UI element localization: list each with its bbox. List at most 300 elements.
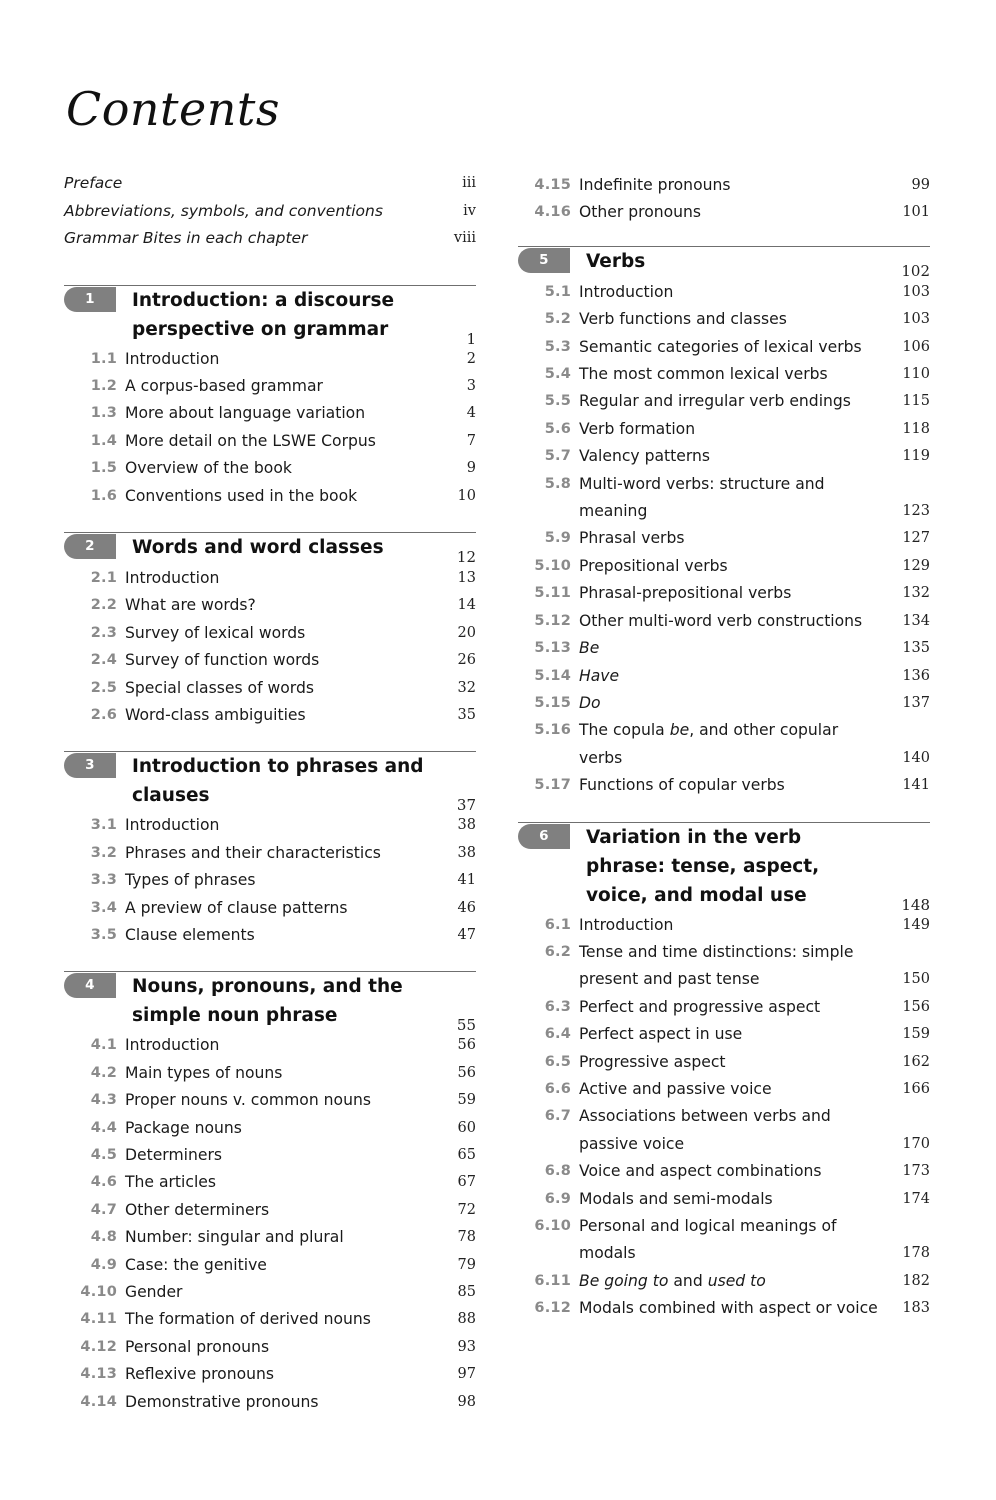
toc-section-row[interactable]	[518, 1213, 930, 1268]
block-spacer	[64, 510, 476, 532]
section-title: Overview of the book	[125, 459, 292, 478]
chapter-page-number: 37	[456, 796, 476, 815]
section-title: Regular and irregular verb endings	[579, 392, 851, 411]
toc-section-row[interactable]	[518, 1021, 930, 1048]
toc-section-row[interactable]	[518, 443, 930, 470]
section-page-number: 134	[902, 612, 930, 629]
front-matter-title: Grammar Bites in each chapter	[64, 229, 308, 247]
section-number: 4.6	[90, 1174, 117, 1191]
section-title: Voice and aspect combinations	[579, 1162, 822, 1181]
chapter-section-list	[518, 912, 930, 1323]
toc-section-row[interactable]	[64, 373, 476, 400]
toc-section-row[interactable]	[64, 483, 476, 510]
section-title: Types of phrases	[125, 871, 256, 890]
toc-section-row[interactable]	[64, 1334, 476, 1361]
section-page-number: 118	[902, 420, 930, 437]
section-page-number: 88	[457, 1311, 476, 1328]
section-title: The formation of derived nouns	[125, 1310, 371, 1329]
section-title: Demonstrative pronouns	[125, 1392, 319, 1411]
toc-section-row[interactable]	[518, 553, 930, 580]
toc-section-row[interactable]	[518, 912, 930, 939]
toc-section-row[interactable]	[64, 1060, 476, 1087]
section-page-number: 129	[902, 557, 930, 574]
section-number: 2.3	[90, 624, 117, 641]
chapter-title	[132, 972, 476, 1035]
toc-section-row[interactable]	[64, 1115, 476, 1142]
chapter-title	[586, 823, 930, 914]
chapter-title-text: Nouns, pronouns, and the simple noun phrase	[132, 976, 403, 1027]
section-title: Proper nouns v. common nouns	[125, 1091, 371, 1110]
toc-section-row[interactable]	[518, 717, 930, 772]
chapter-number-badge: 2	[64, 534, 116, 559]
section-title: Personal pronouns	[125, 1337, 270, 1356]
block-spacer	[518, 800, 930, 822]
section-number: 5.5	[544, 393, 571, 410]
section-page-number: 101	[902, 204, 930, 221]
section-page-number: 56	[457, 1037, 476, 1054]
section-title: Reflexive pronouns	[125, 1365, 275, 1384]
toc-chapter-block	[64, 751, 476, 949]
chapter-title-text: Introduction: a discourse perspective on grammar	[132, 289, 395, 340]
section-page-number: 20	[457, 624, 476, 641]
section-page-number: 46	[457, 899, 476, 916]
section-title: Introduction	[125, 349, 220, 368]
section-page-number: 178	[902, 1245, 930, 1262]
section-number: 4.14	[80, 1393, 117, 1410]
chapter-heading[interactable]	[64, 972, 476, 1035]
section-number: 5.12	[534, 612, 571, 629]
toc-section-row[interactable]	[64, 1306, 476, 1333]
section-title: Progressive aspect	[579, 1052, 726, 1071]
toc-chapter-block	[64, 285, 476, 510]
section-page-number: 72	[457, 1201, 476, 1218]
section-number: 4.11	[80, 1311, 117, 1328]
toc-section-row[interactable]	[64, 1032, 476, 1059]
section-title: More about language variation	[125, 404, 366, 423]
section-number: 2.2	[90, 597, 117, 614]
section-number: 4.8	[90, 1229, 117, 1246]
column-right	[518, 170, 930, 1323]
section-title: Survey of function words	[125, 651, 320, 670]
section-number: 3.4	[90, 899, 117, 916]
section-page-number: 140	[902, 749, 930, 766]
section-number: 5.8	[544, 475, 571, 492]
section-number: 4.7	[90, 1201, 117, 1218]
section-page-number: 135	[902, 640, 930, 657]
toc-section-row[interactable]	[518, 994, 930, 1021]
toc-section-row[interactable]	[64, 840, 476, 867]
section-page-number: 170	[902, 1135, 930, 1152]
front-matter-list	[64, 170, 476, 253]
section-number: 5.15	[534, 694, 571, 711]
section-number: 3.2	[90, 844, 117, 861]
section-page-number: 7	[466, 432, 476, 449]
toc-section-row[interactable]	[64, 1389, 476, 1416]
section-page-number: 110	[902, 366, 930, 383]
toc-section-row[interactable]	[64, 1279, 476, 1306]
section-title: Personal and logical meanings of modals	[579, 1217, 837, 1263]
section-number: 5.16	[534, 722, 571, 739]
front-matter-page-number: iv	[463, 202, 476, 219]
toc-chapter-block	[64, 532, 476, 729]
chapter-page-number: 102	[901, 261, 930, 280]
chapter-title-text: Variation in the verb phrase: tense, aspect, voice, and modal use	[586, 826, 820, 906]
section-number: 4.4	[90, 1119, 117, 1136]
chapter-number-badge: 3	[64, 753, 116, 778]
section-title: Be	[579, 639, 600, 658]
toc-section-row[interactable]	[64, 455, 476, 482]
section-number: 6.1	[544, 916, 571, 933]
section-title: Other multi-word verb constructions	[579, 611, 863, 630]
toc-chapter-block	[518, 172, 930, 227]
section-number: 5.9	[544, 530, 571, 547]
section-page-number: 35	[457, 706, 476, 723]
toc-section-row[interactable]	[64, 812, 476, 839]
chapter-section-list	[64, 565, 476, 729]
section-number: 5.6	[544, 420, 571, 437]
section-title: Other determiners	[125, 1200, 270, 1219]
section-number: 2.6	[90, 706, 117, 723]
toc-section-row[interactable]	[518, 1049, 930, 1076]
section-title: Number: singular and plural	[125, 1228, 344, 1247]
section-number: 5.7	[544, 448, 571, 465]
section-number: 4.3	[90, 1092, 117, 1109]
section-number: 5.2	[544, 311, 571, 328]
section-page-number: 183	[902, 1300, 930, 1317]
toc-section-row[interactable]	[64, 702, 476, 729]
section-page-number: 14	[457, 597, 476, 614]
toc-section-row[interactable]	[64, 428, 476, 455]
chapter-section-list	[64, 1032, 476, 1416]
front-matter-page-number: iii	[462, 175, 476, 191]
section-page-number: 13	[457, 569, 476, 586]
section-page-number: 85	[457, 1284, 476, 1301]
section-number: 5.4	[544, 366, 571, 383]
section-page-number: 32	[457, 679, 476, 696]
toc-section-row[interactable]	[518, 388, 930, 415]
section-page-number: 174	[902, 1190, 930, 1207]
block-spacer	[518, 227, 930, 246]
toc-section-row[interactable]	[518, 199, 930, 226]
toc-section-row[interactable]	[64, 1169, 476, 1196]
section-title: Phrasal-prepositional verbs	[579, 584, 792, 603]
section-page-number: 159	[902, 1026, 930, 1043]
chapter-title-text: Introduction to phrases and clauses	[132, 756, 424, 807]
chapter-number-badge: 6	[518, 824, 570, 849]
section-title: Verb formation	[579, 419, 696, 438]
section-page-number: 38	[457, 844, 476, 861]
section-page-number: 141	[902, 777, 930, 794]
section-page-number: 182	[902, 1272, 930, 1289]
toc-section-row[interactable]	[518, 1186, 930, 1213]
toc-chapter-block	[518, 822, 930, 1323]
section-number: 4.9	[90, 1256, 117, 1273]
section-title: The most common lexical verbs	[579, 365, 828, 384]
toc-section-row[interactable]	[64, 647, 476, 674]
toc-section-row[interactable]	[64, 1197, 476, 1224]
section-page-number: 56	[457, 1064, 476, 1081]
block-spacer	[64, 949, 476, 971]
toc-section-row[interactable]	[64, 346, 476, 373]
section-title: Modals and semi-modals	[579, 1189, 773, 1208]
section-page-number: 10	[457, 487, 476, 504]
section-title: Phrases and their characteristics	[125, 843, 381, 862]
front-matter-title: Preface	[64, 174, 123, 192]
section-page-number: 137	[902, 694, 930, 711]
toc-section-row[interactable]	[518, 471, 930, 526]
section-page-number: 59	[457, 1092, 476, 1109]
section-page-number: 26	[457, 652, 476, 669]
chapter-heading[interactable]	[518, 247, 930, 280]
section-title: Introduction	[125, 816, 220, 835]
chapter-title	[132, 533, 476, 566]
section-number: 1.1	[90, 350, 117, 367]
section-number: 4.13	[80, 1366, 117, 1383]
chapter-title	[132, 752, 476, 815]
toc-section-row[interactable]	[518, 306, 930, 333]
section-title: The copula be, and other copular verbs	[579, 721, 839, 767]
section-page-number: 166	[902, 1080, 930, 1097]
front-matter-row[interactable]	[64, 170, 476, 198]
section-number: 4.16	[534, 204, 571, 221]
section-title: Indefinite pronouns	[579, 176, 731, 194]
section-title: Associations between verbs and passive voice	[579, 1107, 831, 1153]
chapter-page-number: 12	[456, 547, 476, 566]
section-page-number: 136	[902, 667, 930, 684]
front-matter-row[interactable]	[64, 225, 476, 253]
section-number: 6.6	[544, 1080, 571, 1097]
section-number: 6.8	[544, 1163, 571, 1180]
section-title: Phrasal verbs	[579, 529, 685, 548]
section-title: Case: the genitive	[125, 1255, 267, 1274]
chapter-page-number: 1	[466, 329, 476, 348]
section-number: 4.12	[80, 1338, 117, 1355]
section-title: Semantic categories of lexical verbs	[579, 337, 862, 356]
toc-section-row[interactable]	[64, 867, 476, 894]
section-number: 5.1	[544, 283, 571, 300]
section-title: Perfect and progressive aspect	[579, 997, 821, 1016]
section-title: Survey of lexical words	[125, 623, 306, 642]
section-number: 6.12	[534, 1300, 571, 1317]
chapter-title	[132, 286, 476, 348]
section-page-number: 38	[457, 817, 476, 834]
front-matter-title: Abbreviations, symbols, and conventions	[64, 201, 383, 220]
toc-section-row[interactable]	[64, 895, 476, 922]
chapter-heading[interactable]	[64, 752, 476, 815]
section-number: 6.4	[544, 1026, 571, 1043]
section-title: Determiners	[125, 1146, 222, 1165]
toc-section-row[interactable]	[518, 1268, 930, 1295]
toc-section-row[interactable]	[518, 1158, 930, 1185]
section-title: Active and passive voice	[579, 1079, 772, 1098]
toc-section-row[interactable]	[518, 772, 930, 799]
toc-section-row[interactable]	[518, 663, 930, 690]
section-title: Conventions used in the book	[125, 486, 358, 505]
toc-section-row[interactable]	[518, 635, 930, 662]
section-title: Other pronouns	[579, 203, 702, 222]
section-number: 3.1	[90, 817, 117, 834]
toc-section-row[interactable]	[518, 172, 930, 199]
front-matter-page-number: viii	[453, 230, 476, 246]
chapter-number-badge: 4	[64, 973, 116, 998]
section-number: 5.11	[534, 585, 571, 602]
section-number: 1.6	[90, 487, 117, 504]
section-number: 1.4	[90, 432, 117, 449]
chapter-blocks-left	[64, 263, 476, 1417]
section-page-number: 127	[902, 530, 930, 547]
toc-section-row[interactable]	[518, 279, 930, 306]
toc-chapter-block	[64, 971, 476, 1416]
chapter-section-list	[64, 812, 476, 949]
chapter-title	[586, 247, 930, 280]
section-title: Be going to and used to	[579, 1271, 766, 1290]
chapter-heading[interactable]	[518, 823, 930, 914]
section-page-number: 149	[902, 916, 930, 933]
section-title: A corpus-based grammar	[125, 376, 323, 395]
section-title: Perfect aspect in use	[579, 1025, 743, 1044]
section-title: A preview of clause patterns	[125, 898, 348, 917]
section-title: Have	[579, 666, 620, 685]
section-page-number: 103	[902, 311, 930, 328]
section-page-number: 123	[902, 503, 930, 520]
section-page-number: 78	[457, 1229, 476, 1246]
section-title: Verb functions and classes	[579, 310, 787, 329]
section-title: What are words?	[125, 596, 256, 615]
section-page-number: 173	[902, 1163, 930, 1180]
section-page-number: 106	[902, 338, 930, 355]
section-page-number: 97	[457, 1366, 476, 1383]
toc-section-row[interactable]	[518, 361, 930, 388]
section-page-number: 119	[902, 448, 930, 465]
toc-section-row[interactable]	[64, 1252, 476, 1279]
section-title: The articles	[125, 1173, 216, 1192]
section-number: 5.13	[534, 640, 571, 657]
toc-section-row[interactable]	[518, 939, 930, 994]
section-title: Valency patterns	[579, 447, 711, 466]
section-number: 6.11	[534, 1272, 571, 1289]
section-number: 6.9	[544, 1190, 571, 1207]
section-title: Introduction	[125, 1036, 220, 1055]
chapter-section-list	[518, 172, 930, 227]
section-page-number: 47	[457, 927, 476, 943]
section-number: 5.17	[534, 777, 571, 794]
toc-section-row[interactable]	[518, 525, 930, 552]
toc-section-row[interactable]	[64, 400, 476, 427]
toc-section-row[interactable]	[64, 1142, 476, 1169]
section-number: 2.1	[90, 569, 117, 586]
toc-section-row[interactable]	[64, 1361, 476, 1388]
section-page-number: 93	[457, 1338, 476, 1355]
toc-section-row[interactable]	[518, 1076, 930, 1103]
section-number: 4.1	[90, 1037, 117, 1054]
section-page-number: 115	[902, 393, 930, 410]
section-number: 1.3	[90, 405, 117, 422]
toc-section-row[interactable]	[518, 690, 930, 717]
section-number: 4.2	[90, 1064, 117, 1081]
section-page-number: 132	[902, 585, 930, 602]
section-number: 3.3	[90, 872, 117, 889]
section-page-number: 60	[457, 1119, 476, 1136]
toc-section-row[interactable]	[64, 592, 476, 619]
section-title: More detail on the LSWE Corpus	[125, 431, 376, 450]
chapter-page-number: 55	[456, 1016, 476, 1035]
section-number: 5.3	[544, 338, 571, 355]
section-number: 1.2	[90, 377, 117, 394]
section-page-number: 79	[457, 1256, 476, 1273]
section-number: 4.5	[90, 1147, 117, 1164]
section-number: 6.10	[534, 1218, 571, 1234]
section-page-number: 150	[902, 971, 930, 988]
section-title: Prepositional verbs	[579, 556, 728, 575]
toc-section-row[interactable]	[518, 608, 930, 635]
section-page-number: 103	[902, 283, 930, 300]
section-title: Tense and time distinctions: simple present and past tense	[579, 942, 854, 989]
section-page-number: 162	[902, 1053, 930, 1070]
section-title: Modals combined with aspect or voice	[579, 1299, 878, 1318]
section-page-number: 156	[902, 998, 930, 1015]
section-number: 2.4	[90, 652, 117, 669]
toc-chapter-block	[518, 246, 930, 800]
section-title: Do	[579, 693, 601, 712]
section-number: 6.3	[544, 998, 571, 1015]
column-left	[64, 170, 476, 1416]
section-number: 5.14	[534, 667, 571, 684]
section-page-number: 3	[466, 377, 476, 394]
front-matter-row[interactable]	[64, 198, 476, 226]
toc-section-row[interactable]	[64, 922, 476, 949]
chapter-heading[interactable]	[64, 286, 476, 348]
chapter-title-text: Verbs	[586, 250, 646, 272]
toc-section-row[interactable]	[64, 675, 476, 702]
section-number: 2.5	[90, 679, 117, 696]
chapter-title-text: Words and word classes	[132, 536, 384, 558]
section-number: 3.5	[90, 927, 117, 943]
section-number: 1.5	[90, 460, 117, 477]
toc-section-row[interactable]	[518, 416, 930, 443]
toc-section-row[interactable]	[518, 1103, 930, 1158]
toc-section-row[interactable]	[64, 1224, 476, 1251]
section-page-number: 99	[911, 177, 930, 193]
section-title: Introduction	[125, 568, 220, 587]
section-page-number: 2	[466, 350, 476, 367]
section-page-number: 9	[466, 460, 476, 477]
section-number: 6.2	[544, 943, 571, 960]
section-number: 4.10	[80, 1284, 117, 1301]
toc-section-row[interactable]	[64, 1087, 476, 1114]
section-title: Word-class ambiguities	[125, 705, 306, 724]
section-page-number: 98	[457, 1393, 476, 1410]
section-title: Package nouns	[125, 1118, 242, 1137]
chapter-section-list	[518, 279, 930, 800]
section-page-number: 41	[457, 872, 476, 889]
chapter-number-badge: 5	[518, 248, 570, 273]
toc-section-row[interactable]	[518, 580, 930, 607]
toc-section-row[interactable]	[64, 620, 476, 647]
chapter-section-list	[64, 346, 476, 510]
section-title: Multi-word verbs: structure and meaning	[579, 474, 825, 521]
section-number: 6.5	[544, 1053, 571, 1070]
section-title: Main types of nouns	[125, 1063, 283, 1082]
section-number: 6.7	[544, 1108, 571, 1125]
toc-section-row[interactable]	[518, 334, 930, 361]
section-title: Functions of copular verbs	[579, 776, 785, 795]
chapter-heading[interactable]	[64, 533, 476, 566]
toc-section-row[interactable]	[518, 1295, 930, 1322]
toc-section-row[interactable]	[64, 565, 476, 592]
page-title: Contents	[66, 82, 280, 136]
section-page-number: 65	[457, 1147, 476, 1164]
section-title: Clause elements	[125, 926, 255, 944]
